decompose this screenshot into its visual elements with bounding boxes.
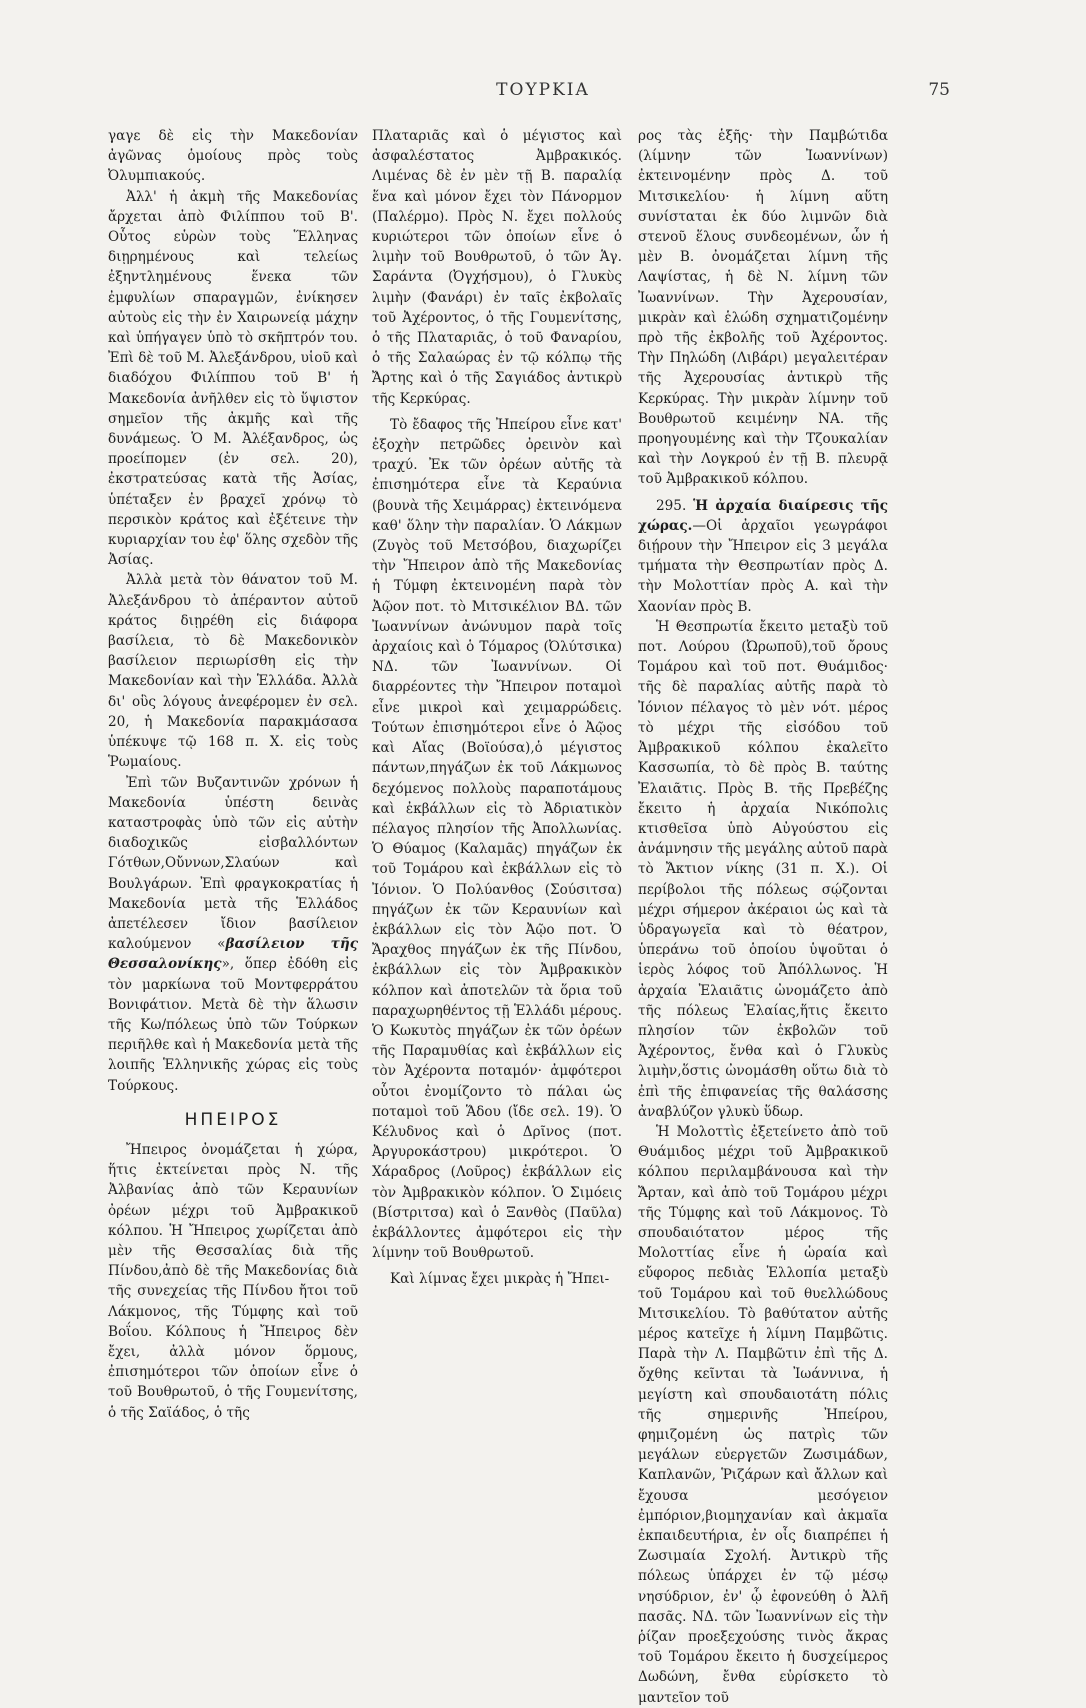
paragraph-text: —Οἱ ἀρχαῖοι γεωγράφοι διῄρουν τὴν Ἤπειρον εἰς 3 μεγάλα τμήματα τὴν Θεσπρωτίαν πρὸς Δ. τὴν Μολοττίαν πρὸς Α. καὶ τὴν Χαονίαν πρὸς Β.	[638, 517, 888, 615]
paragraph: Τὸ ἔδαφος τῆς Ἠπείρου εἶνε κατ' ἐξοχὴν πετρῶδες ὀρεινὸν καὶ τραχύ. Ἐκ τῶν ὀρέων αὐτῆς τὰ ἐπισημότερα εἶνε τὰ Κεραύνια (βουνὰ τῆς Χειμάρρας) ἐκτεινόμενα καθ' ὅλην τὴν παραλίαν. Ὁ Λάκμων (Ζυγὸς τοῦ Μετσόβου, διαχωρίζει τὴν Ἤπειρον ἀπὸ τῆς Μακεδονίας ἡ Τύμφη ἐκτεινομένη παρὰ τὸν Ἀῷον ποτ. τὸ Μιτσικέλιον ΒΔ. τῶν Ἰωαννίνων ἀνώνυμον παρὰ τοῖς ἀρχαίοις καὶ ὁ Τόμαρος (Ὀλύτσικα) ΝΔ. τῶν Ἰωαννίνων. Οἱ διαρρέοντες τὴν Ἤπειρον ποταμοὶ εἶνε μικροὶ καὶ χειμαρρώδεις. Τούτων ἐπισημότεροι εἶνε ὁ Ἀῷος καὶ Αἴας (Βοϊούσα),ὁ μέγιστος πάντων,πηγάζων ἐκ τοῦ Λάκμωνος δεχόμενος πολλοὺς παραποτάμους καὶ ἐκβάλλων εἰς τὸ Ἀδριατικὸν πέλαγος πλησίον τῆς Ἀπολλωνίας. Ὁ Θύαμος (Καλαμᾶς) πηγάζων ἐκ τοῦ Τομάρου καὶ ἐκβάλλων εἰς τὸ Ἰόνιον. Ὁ Πολύανθος (Σούσιτσα) πηγάζων ἐκ τῶν Κεραυνίων καὶ ἐκβάλλων εἰς τὸν Ἀῷο ποτ. Ὁ Ἄραχθος πηγάζων ἐκ τῆς Πίνδου, ἐκβάλλων εἰς τὸν Ἀμβρακικὸν κόλπον καὶ ἀποτελῶν τὰ ὅρια τοῦ παραχωρηθέντος τῇ Ἑλλάδι μέρους. Ὁ Κωκυτὸς πηγάζων ἐκ τῶν ὀρέων τῆς Παραμυθίας καὶ ἐκβάλλων εἰς τὸν Ἀχέροντα ποταμόν· ἀμφότεροι οὗτοι ἐνομίζοντο τὸ πάλαι ὡς ποταμοὶ τοῦ Ἅδου (ἴδε σελ. 19). Ὁ Κέλυδνος καὶ ὁ Δρῖνος (ποτ. Ἀργυροκάστρου) μικρότεροι. Ὁ Χάραδρος (Λοῦρος) ἐκβάλλων εἰς τὸν Ἀμβρακικὸν κόλπον. Ὁ Σιμόεις (Βίστριτσα) καὶ ὁ Ξανθὸς (Παῦλα) ἐκβάλλοντες ἀμφότεροι εἰς τὴν λίμνην τοῦ Βουθρωτοῦ.	[372, 416, 622, 1262]
paragraph: Πλαταριᾶς καὶ ὁ μέγιστος καὶ ἀσφαλέστατος Ἀμβρακικός. Λιμένας δὲ ἐν μὲν τῇ Β. παραλίᾳ ἕνα καὶ μόνον ἔχει τὸν Πάνορμον (Παλέρμο). Πρὸς Ν. ἔχει πολλούς κυριώτεροι τῶν ὁποίων εἶνε ὁ λιμὴν τοῦ Βουθρωτοῦ, ὁ τῶν Ἁγ. Σαράντα (Ὀγχήσμου), ὁ Γλυκὺς λιμὴν (Φανάρι) ἐν ταῖς ἐκβολαῖς τοῦ Ἀχέροντος, ὁ τῆς Γουμενίτσης, ὁ τῆς Πλαταριᾶς, ὁ τοῦ Φαναρίου, ὁ τῆς Σαλαώρας ἐν τῷ κόλπῳ τῆς Ἄρτης καὶ ὁ τῆς Σαγιάδος ἀντικρὺ τῆς Κερκύρας.	[372, 128, 622, 407]
paragraph-text: », ὅπερ ἐδόθη εἰς τὸν μαρκίωνα τοῦ Μοντφερράτου Βονιφάτιον. Μετὰ δὲ τὴν ἅλωσιν τῆς Κω/πόλεως ὑπὸ τῶν Τούρκων περιῆλθε καὶ ἡ Μακεδονία μετὰ τῆς λοιπῆς Ἑλληνικῆς χώρας εἰς τοὺς Τούρκους.	[108, 956, 358, 1094]
page-number: 75	[928, 80, 950, 100]
paragraph	[108, 773, 358, 1096]
paragraph: Καὶ λίμνας ἔχει μικρὰς ἡ Ἤπει-	[390, 1271, 610, 1288]
paragraph-text: Ἐπὶ τῶν Βυζαντινῶν χρόνων ἡ Μακεδονία ὑπέστη δεινὰς καταστροφὰς ὑπὸ τῶν εἰς αὐτὴν διαδοχικῶς εἰσβαλλόντων Γότθων,Οὔννων,Σλαύων καὶ Βουλγάρων. Ἐπὶ φραγκοκρατίας ἡ Μακεδονία μετὰ τῆς Ἑλλάδος ἀπετέλεσεν ἴδιον βασίλειον καλούμενον «	[108, 774, 358, 953]
section-subheading: Ἡ ἀρχαία διαίρεσις τῆς χώρας.	[638, 497, 888, 534]
paragraph: ρος τὰς ἑξῆς· τὴν Παμβώτιδα (λίμνην τῶν Ἰωαννίνων) ἐκτεινομένην πρὸς Δ. τοῦ Μιτσικελίου· ἡ λίμνη αὕτη συνίσταται ἐκ δύο λιμνῶν διὰ στενοῦ ἕλους συνδεομένων, ὧν ἡ μὲν Β. ὀνομάζεται λίμνη τῆς Λαψίστας, ἡ δὲ Ν. λίμνη τῶν Ἰωαννίνων. Τὴν Ἀχερουσίαν, μικρὰν καὶ ἑλώδη σχηματιζομένην πρὸ τῆς ἐκβολῆς τοῦ Ἀχέροντος. Τὴν Πηλώδη (Λιβάρι) μεγαλειτέραν τῆς Ἀχερουσίας ἀντικρὺ τῆς Κερκύρας. Τὴν μικρὰν λίμνην τοῦ Βουθρωτοῦ κειμένην ΝΑ. τῆς προηγουμένης καὶ τὴν Τζουκαλίαν καὶ τὴν Λογκρού ἐν τῇ Β. πλευρᾷ τοῦ Ἀμβρακικοῦ κόλπου.	[638, 128, 888, 488]
column-left	[108, 126, 358, 1423]
section-number: 295.	[656, 497, 687, 514]
paragraph: Ἡ Μολοττὶς ἐξετείνετο ἀπὸ τοῦ Θυάμιδος μέχρι τοῦ Ἀμβρακικοῦ κόλπου περιλαμβάνουσα καὶ τὴν Ἄρταν, καὶ ἀπὸ τοῦ Τομάρου μέχρι τῆς Τύμφης καὶ τοῦ Λάκμονος. Τὸ σπουδαιότατον μέρος τῆς Μολοττίας εἶνε ἡ ὡραία καὶ εὔφορος πεδιὰς Ἑλλοπία μεταξὺ τοῦ Τομάρου καὶ τοῦ θυελλώδους Μιτσικελίου. Τὸ βαθύτατον αὐτῆς μέρος κατεῖχε ἡ λίμνη Παμβῶτις. Παρὰ τὴν Λ. Παμβῶτιν ἐπὶ τῆς Δ. ὄχθης κεῖνται τὰ Ἰωάννινα, ἡ μεγίστη καὶ σπουδαιοτάτη πόλις τῆς σημερινῆς Ἠπείρου, φημιζομένη ὡς πατρὶς τῶν μεγάλων εὐεργετῶν Ζωσιμάδων, Καπλανῶν, Ῥιζάρων καὶ ἄλλων καὶ ἔχουσα μεσόγειον ἐμπόριον,βιομηχανίαν καὶ ἀκμαῖα ἐκπαιδευτήρια, ἐν οἷς διαπρέπει ἡ Ζωσιμαία Σχολή. Ἀντικρὺ τῆς πόλεως ὑπάρχει ἐν τῷ μέσῳ νησύδριον, ἐν' ᾧ ἐφονεύθη ὁ Ἀλῆ πασᾶς. ΝΔ. τῶν Ἰωαννίνων εἰς τὴν ῥίζαν προεξεχούσης τινὸς ἄκρας τοῦ Τομάρου ἔκειτο ἡ δυσχείμερος Δωδώνη, ἔνθα εὑρίσκετο τὸ μαντεῖον τοῦ	[638, 1123, 888, 1706]
paragraph: Ἤπειρος ὀνομάζεται ἡ χώρα, ἥτις ἐκτείνεται πρὸς Ν. τῆς Ἀλβανίας ἀπὸ τῶν Κεραυνίων ὀρέων μέχρι τοῦ Ἀμβρακικοῦ κόλπου. Ἡ Ἤπειρος χωρίζεται ἀπὸ μὲν τῆς Θεσσαλίας διὰ τῆς Πίνδου,ἀπὸ δὲ τῆς Μακεδονίας διὰ τῆς συνεχείας τῆς Πίνδου ἤτοι τοῦ Λάκμονος, τῆς Τύμφης καὶ τοῦ Βοΐου. Κόλπους ἡ Ἤπειρος δὲν ἔχει, ἀλλὰ μόνον ὅρμους, ἐπισημότεροι τῶν ὁποίων εἶνε ὁ τοῦ Βουθρωτοῦ, ὁ τῆς Γουμενίτσης, ὁ τῆς Σαϊάδος, ὁ τῆς	[108, 1141, 358, 1421]
paragraph: Ἀλλὰ μετὰ τὸν θάνατον τοῦ Μ. Ἀλεξάνδρου τὸ ἀπέραντον αὐτοῦ κράτος διῃρέθη εἰς διάφορα βασίλεια, τὸ δὲ Μακεδονικὸν βασίλειον περιωρίσθη εἰς τὴν Μακεδονίαν καὶ τὴν Ἑλλάδα. Ἀλλὰ δι' οὓς λόγους ἀνεφέρομεν ἐν σελ. 20, ἡ Μακεδονία παρακμάσασα ὑπέκυψε τῷ 168 π. Χ. εἰς τοὺς Ῥωμαίους.	[108, 572, 358, 771]
paragraph: Ἀλλ' ἡ ἀκμὴ τῆς Μακεδονίας ἄρχεται ἀπὸ Φιλίππου τοῦ Β'. Οὗτος εὑρὼν τοὺς Ἕλληνας διῃρημένους καὶ τελείως ἐξηντλημένους ἕνεκα τῶν ἐμφυλίων σπαραγμῶν, ἐνίκησεν αὐτοὺς εἰς τὴν ἐν Χαιρωνείᾳ μάχην καὶ ὑπήγαγεν ὑπὸ τὸ σκῆπτρόν του. Ἐπὶ δὲ τοῦ Μ. Ἀλεξάνδρου, υἱοῦ καὶ διαδόχου Φιλίππου τοῦ Β' ἡ Μακεδονία ἀνῆλθεν εἰς τὸ ὕψιστον σημεῖον τῆς ἀκμῆς καὶ τῆς δυνάμεως. Ὁ Μ. Ἀλέξανδρος, ὡς προείπομεν (ἐν σελ. 20), ἐκστρατεύσας κατὰ τῆς Ἀσίας, ὑπέταξεν ἐν βραχεῖ χρόνῳ τὸ περσικὸν κράτος καὶ ἐξέτεινε τὴν κυριαρχίαν του ἐφ' ὅλης σχεδὸν τῆς Ἀσίας.	[108, 188, 358, 569]
running-header	[0, 80, 1086, 110]
paragraph: γαγε δὲ εἰς τὴν Μακεδονίαν ἀγῶνας ὁμοίους πρὸς τοὺς Ὀλυμπιακούς.	[108, 128, 358, 185]
paragraph: Ἡ Θεσπρωτία ἔκειτο μεταξὺ τοῦ ποτ. Λούρου (Ὠρωποῦ),τοῦ ὄρους Τομάρου καὶ τοῦ ποτ. Θυάμιδος· τῆς δὲ παραλίας αὐτῆς παρὰ τὸ Ἰόνιον πέλαγος τὸ μὲν νότ. μέρος τὸ μέχρι τῆς εἰσόδου τοῦ Ἀμβρακικοῦ κόλπου ἐκαλεῖτο Κασσωπία, τὸ δὲ πρὸς Β. ταύτης Ἐλαιᾶτις. Πρὸς Β. τῆς Πρεβέζης ἔκειτο ἡ ἀρχαία Νικόπολις κτισθεῖσα ὑπὸ Αὐγούστου εἰς ἀνάμνησιν τῆς μεγάλης αὐτοῦ παρὰ τὸ Ἄκτιον νίκης (31 π. Χ.). Οἱ περίβολοι τῆς πόλεως σῴζονται μέχρι σήμερον ἀκέραιοι ὡς καὶ τὰ ὑδραγωγεῖα καὶ τὸ θέατρον, ὑπεράνω τοῦ ὁποίου ὑψοῦται ὁ ἱερὸς λόφος τοῦ Ἀπόλλωνος. Ἡ ἀρχαία Ἐλαιᾶτις ὠνομάζετο ἀπὸ τῆς πόλεως Ἐλαίας,ἥτις ἔκειτο πλησίον τῶν ἐκβολῶν τοῦ Ἀχέροντος, ἔνθα καὶ ὁ Γλυκὺς λιμὴν,ὅστις ὠνομάσθη οὕτω διὰ τὸ ἐπὶ τῆς ἐπιφανείας τῆς θαλάσσης ἀναβλύζον γλυκὺ ὕδωρ.	[638, 618, 888, 1120]
running-title: ΤΟΥΡΚΙΑ	[496, 80, 590, 100]
section-paragraph	[638, 496, 888, 617]
column-right	[638, 126, 888, 1708]
emphasis-text: βασίλειον τῆς Θεσσαλονίκης	[108, 936, 358, 973]
section-heading: ΗΠΕΙΡΟΣ	[184, 1109, 282, 1130]
column-middle	[372, 126, 622, 1290]
